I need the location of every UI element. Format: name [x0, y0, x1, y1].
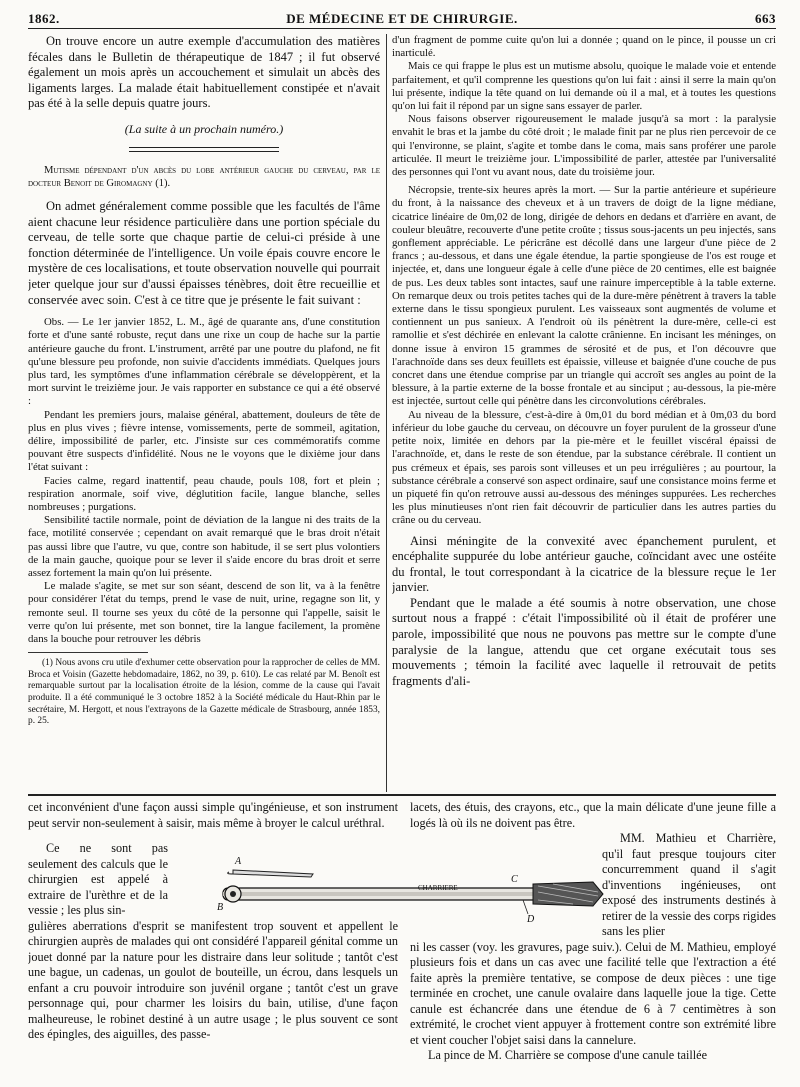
- paragraph: Ainsi méningite de la convexité avec épanchement purulent, et encéphalite suppurée du lobe antérieur gauche, coïncidant avec une ostéite du frontal, le tout correspondant à la cicatrice de la blessure reçue le 1er janvier.: [392, 533, 776, 595]
- right-column: [392, 34, 776, 792]
- necropsy-paragraph: Nécropsie, trente-six heures après la mort. — Sur la partie antérieure et supérieure du front, à la naissance des cheveux et à un travers de doigt de la ligne médiane, cicatrice linéaire de 0m,02 de long, dirigée de dehors en dedans et d'arrière en avant, de couleur bleuâtre, recouverte d'une petite croûte ; tissus sous-jacents un peu injectés, sans gonflement appréciable. Le péricrâne est décollé dans une largeur d'une pièce de 2 francs ; au-dessous, et dans une égale étendue, la partie spongieuse de l'os est rouge et injectée, et, dans une longueur égale à celle d'une pièce de 20 centimes, elle est baignée de pus. Les deux tables sont intactes, sauf une rainure imperceptible à la table externe. On remarque deux ou trois petites taches qui de la dure-mère pénètrent à travers la table externe dans le tissu spongieux purulent. Les vaisseaux sont augmentés de volume et contiennent un pus sanieux. A l'endroit où ils pénètrent la dure-mère, celle-ci est ramollie et s'est déchirée en enlevant la calotte crânienne. En incisant les méninges, on donne issue à environ 15 grammes de sérosité et de pus, et l'on découvre que l'arachnoïde dans ses deux feuillets est épaissie, villeuse et baignée d'une couche de pus concret dans une étendue comprise par un triangle qui accroît ses angles au point de la blessure, à la partie externe de la bosse frontale et au sinciput ; au-dessous, la pie-mère est injectée, surtout celle qui pénètre dans les circonvolutions cérébrales.: [392, 184, 776, 408]
- paragraph: ni les casser (voy. les gravures, page suiv.). Celui de M. Mathieu, employé plusieurs fois et dans un cas avec une facilité telle que l'extraction a été faite après la première tentative, se compose de deux pièces : une tige terminée en crochet, une canule ovalaire dans laquelle joue la tige. Cette canule est échancrée dans une étendue de 6 à 7 centimètres à son extrémité, le crochet vient appuyer à frottement contre son extrémité libre et vient coucher l'objet saisi dans la cannelure.: [410, 939, 776, 1047]
- maker-mark: CHARRIERE: [418, 884, 458, 892]
- observation-paragraph: Obs. — Le 1er janvier 1852, L. M., âgé de quarante ans, d'une constitution forte et d'une santé robuste, reçut dans une rixe un coup de hache sur la partie antérieure gauche du front. L'instrument, arrêté par une poutre du plafond, ne fit qu'une blessure peu profonde, non suivie d'accidents immédiats. Quelques jours plus tard, les symptômes d'une inflammation cérébrale se développèrent, et la mort survint le treizième jour. Je vais rapporter en substance ce qui a été observé :: [28, 316, 380, 408]
- column-rule: [386, 34, 387, 792]
- paragraph: On admet généralement comme possible que les facultés de l'âme aient chacune leur résidence particulière dans une portion spéciale du cerveau, de telle sorte que chaque partie de celui-ci préside à une fonction déterminée de l'intelligence. Un voile épais couvre encore le mystère de ces localisations, et toute observation nouvelle qui pourrait jeter quelque jour sur d'aussi épaisses ténèbres, doit être recueillie et conservée avec soin. C'est à ce titre que je présente le fait suivant :: [28, 198, 380, 307]
- left-column: [28, 34, 380, 792]
- paragraph: MM. Mathieu et Charrière, qu'il faut presque toujours citer concurremment quand il s'agit d'inventions ingénieuses, ont exposé des instruments destinés à retirer de la vessie des corps rigides sans les plier: [602, 831, 776, 938]
- paragraph: Pendant que le malade a été soumis à notre observation, une chose surtout nous a frappé : c'était l'impossibilité où il était de proférer une parole, impossibilité que nous ne pouvons pas mettre sur le compte d'une paralysie de la langue, attendu que cet organe exécutait tous ses mouvements ; témoin la facilité avec laquelle il retrouvait de petits fragments d'ali-: [392, 595, 776, 688]
- paragraph: Mais ce qui frappe le plus est un mutisme absolu, quoique le malade voie et entende parfaitement, et qu'il comprenne les questions qu'on lui fait : ainsi il serre la main qu'on lui présente, indique la tête quand on lui demande où il a mal, et à toutes les questions qu'on lui fait il répond par un signe sans essayer de parler.: [392, 60, 776, 113]
- paragraph: Ce ne sont pas seulement des calculs que le chirurgien est appelé à extraire de l'urèthre et de la vessie ; les plus sin-: [28, 841, 168, 917]
- paragraph: On trouve encore un autre exemple d'accumulation des matières fécales dans le Bulletin de thérapeutique de 1847 ; il fut observé également un mois après un accouchement et simulait un abcès des ligaments larges. La malade était habituellement constipée et n'avait pas été à la selle depuis quatre jours.: [28, 34, 380, 111]
- figure-label-b: B: [217, 902, 224, 913]
- paragraph: Facies calme, regard inattentif, peau chaude, pouls 108, fort et plein ; respiration anormale, soif vive, déglutition facile, langue blanche, selles nombreuses ; purgations.: [28, 474, 380, 513]
- figure-label-c: C: [511, 874, 518, 885]
- journal-title: DE MÉDECINE ET DE CHIRURGIE.: [286, 11, 518, 26]
- paragraph: cet inconvénient d'une façon aussi simple qu'ingénieuse, et son instrument peut servir non-seulement à saisir, mais même à broyer le calcul uréthral.: [28, 800, 398, 830]
- footnote-rule: [28, 652, 148, 653]
- running-header: [28, 8, 776, 29]
- page-year: 1862.: [28, 11, 60, 26]
- bottom-section: [28, 794, 776, 1078]
- lithotrite-illustration: [193, 856, 613, 936]
- figure-label-d: D: [527, 914, 535, 925]
- two-column-body: [28, 34, 776, 792]
- paragraph: La pince de M. Charrière se compose d'une canule taillée: [428, 1048, 708, 1062]
- instrument-figure: [193, 856, 613, 936]
- paragraph: Sensibilité tactile normale, point de déviation de la langue ni des traits de la face, motilité conservée ; cependant on avait remarqué que le bras droit n'était pas aussi libre que l'autre, vu que, contre son habitude, il se sert plus volontiers de la main gauche, quoique pour se lever il s'aide encore du bras droit et serre assez fortement la main qu'on lui présente.: [28, 514, 380, 579]
- article-title: Mutisme dépendant d'un abcès du lobe antérieur gauche du cerveau, par le docteur Benoit de Giromagny (1).: [28, 164, 380, 190]
- figure-label-a: A: [235, 856, 242, 867]
- paragraph: Pendant les premiers jours, malaise général, abattement, douleurs de tête de plus en plus vives ; fièvre intense, vomissements, perte de sommeil, agitation, délire, impossibilité de parler, etc. J'insiste sur ces commémoratifs comme pouvant être suspects d'infidélité. Nous ne le voyons que le dixième jour dans l'état suivant :: [28, 408, 380, 474]
- paragraph: Au niveau de la blessure, c'est-à-dire à 0m,01 du bord médian et à 0m,03 du bord inférieur du lobe gauche du cerveau, on découvre un foyer purulent de la grosseur d'une petite noix, limitée en dehors par la pie-mère et le feuillet viscéral épaissi de l'arachnoïde, et, dans le reste de son étendue, par la substance cérébrale. Il contient un pus crémeux et épais, ses parois sont villeuses et un peu irrégulières ; au pourtour, la substance cérébrale a conservé son aspect ordinaire, sauf une consistance moins ferme et un piqueté fin qu'on retrouve aussi au-dessous des méninges suppurées. Les recherches les plus minutieuses n'ont rien fait découvrir de particulier dans les autres parties du crâne ou du cerveau.: [392, 408, 776, 527]
- paragraph: d'un fragment de pomme cuite qu'on lui a donnée ; quand on le pince, il pousse un cri inarticulé.: [392, 34, 776, 60]
- paragraph: Le malade s'agite, se met sur son séant, descend de son lit, va à la fenêtre pour considérer l'état du temps, prend le vase de nuit, urine, regagne son lit, y remonte seul. Il tourne ses yeux du côté de la personne qui l'appelle, saisit le verre qu'on lui présente, met son bonnet, tire la langue facilement, la promène dans la bouche pour retrouver les débris: [28, 580, 380, 645]
- journal-page: [28, 8, 776, 1078]
- section-divider: [129, 147, 279, 152]
- page-number: 663: [755, 11, 776, 26]
- footnote: (1) Nous avons cru utile d'exhumer cette observation pour la rapprocher de celles de MM. Broca et Voisin (Gazette hebdomadaire, 1862, no 39, p. 610). Le cas relaté par M. Benoît est remarquable surtout par la localisation étroite de la lésion, comme de la cause qui l'avait produite. Il a été communiqué le 3 octobre 1852 à la Société médicale du Haut-Rhin par le secrétaire, M. Hergott, et nous l'extrayons de la Gazette médicale de Strasbourg, année 1853, p. 25.: [28, 658, 380, 727]
- paragraph: gulières aberrations d'esprit se manifestent trop souvent et appellent le chirurgien auprès de malades qui ont considéré l'appareil génital comme un jouet donné par la nature pour les distraire dans leur solitude ; tantôt c'est une bague, un cadenas, un goulot de bouteille, un écrou, dans lesquels un enfant a cru pouvoir introduire son juvénil organe ; tantôt c'est un grave personnage qui, pour charmer les loisirs du bain, utilise, d'une façon malheureuse, le robinet destiné à un autre usage ; le plus souvent ce sont des épingles, des aiguilles, des passe-: [28, 918, 398, 1041]
- continuation-note: (La suite à un prochain numéro.): [124, 121, 284, 136]
- paragraph: Nous faisons observer rigoureusement le malade jusqu'à sa mort : la paralysie envahit le bras et la jambe du côté droit ; le malade finit par ne plus rien percevoir de ce qui l'environne, se plaint, s'agite et tombe dans le coma, mais sans proférer une parole articulée. Il meurt le treizième jour. L'impossibilité de parler, attestée par l'universalité des personnes qui l'ont vu avant nous, date du troisième jour.: [392, 113, 776, 179]
- paragraph: lacets, des étuis, des crayons, etc., que la main délicate d'une jeune fille a logés là où ils ne doivent pas être.: [410, 800, 776, 830]
